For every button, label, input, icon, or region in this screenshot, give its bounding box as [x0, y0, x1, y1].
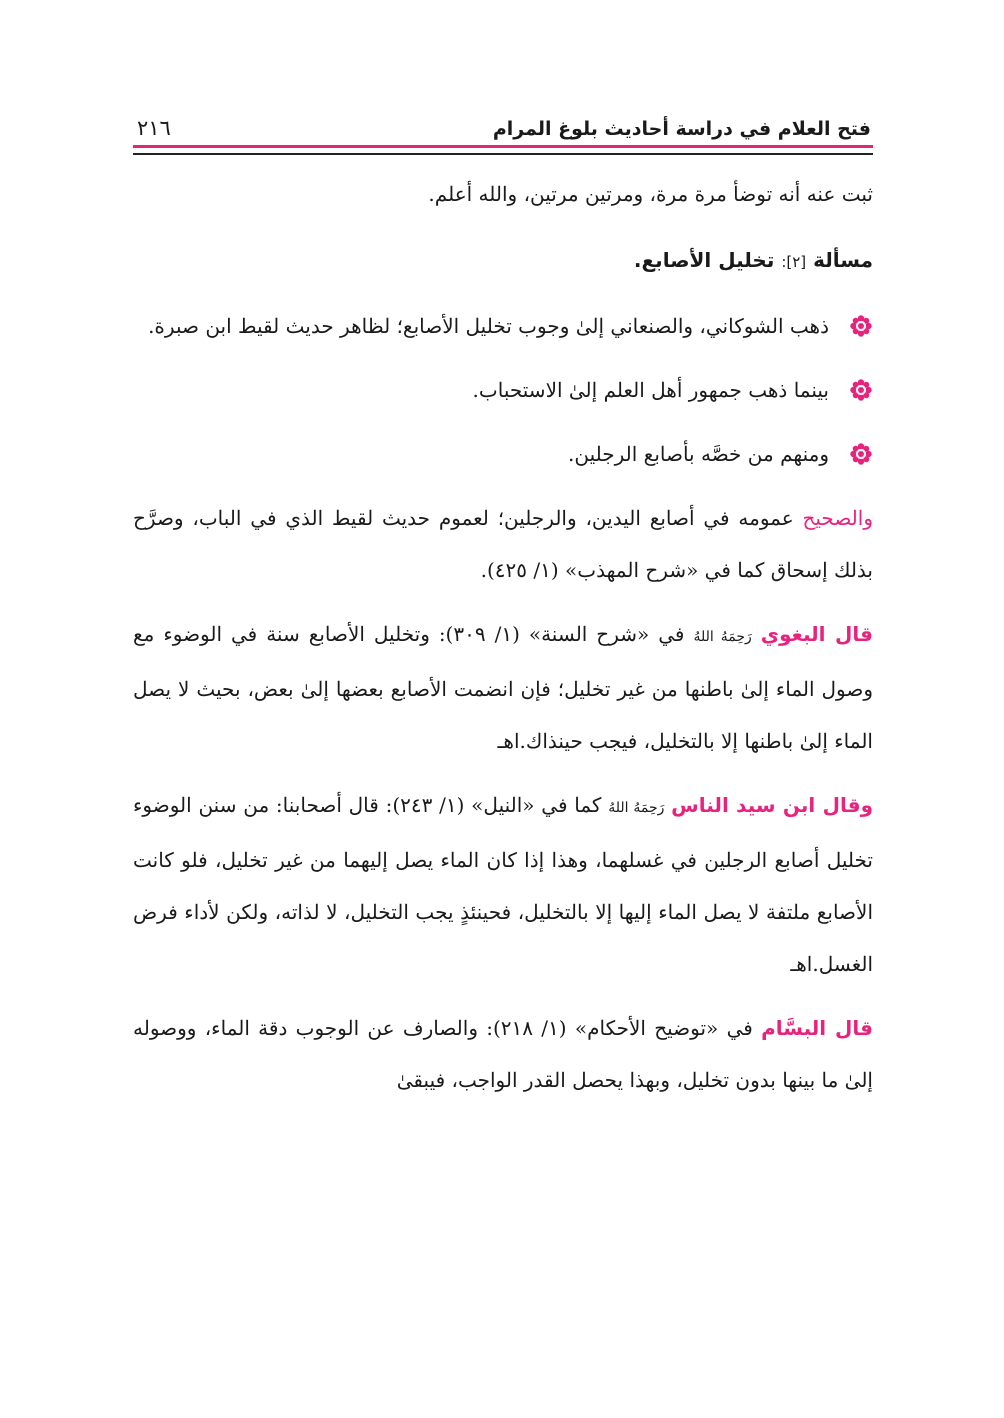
- heading-number: [٢]:: [781, 253, 807, 271]
- paragraph-lead: قال البغوي: [760, 622, 874, 646]
- paragraph: [133, 779, 873, 990]
- paragraph: [133, 492, 873, 596]
- book-page: [133, 0, 873, 1418]
- paragraph-text: في «توضيح الأحكام» (١/ ٢١٨): والصارف عن الوجوب دقة الماء، ووصوله إلىٰ ما بينها بدون تخليل، وبهذا يحصل القدر الواجب، فيبقىٰ: [133, 1016, 873, 1092]
- page-number: ٢١٦: [137, 116, 171, 140]
- header-rule-black: [133, 153, 873, 155]
- paragraph: [133, 608, 873, 767]
- honorific: رَحِمَهُ اللهُ: [608, 800, 665, 816]
- paragraph-text: عمومه في أصابع اليدين، والرجلين؛ لعموم حديث لقيط الذي في الباب، وصرَّح بذلك إسحاق كما في «شرح المهذب» (١/ ٤٢٥).: [133, 506, 873, 582]
- heading-label: مسألة: [813, 248, 873, 272]
- book-title: فتح العلام في دراسة أحاديث بلوغ المرام: [492, 118, 871, 140]
- header-rule-pink: [133, 145, 873, 148]
- paragraph-lead: والصحيح: [802, 506, 873, 530]
- honorific: رَحِمَهُ اللهُ: [693, 629, 752, 645]
- paragraph-lead: وقال ابن سيد الناس: [671, 793, 874, 817]
- paragraph-lead: قال البسَّام: [761, 1016, 873, 1040]
- issue-heading: [133, 234, 873, 288]
- heading-text: تخليل الأصابع.: [633, 248, 775, 272]
- flower-ornament-icon: [849, 442, 873, 466]
- flower-ornament-icon: [849, 314, 873, 338]
- running-header: [133, 112, 873, 148]
- paragraph-text: كما في «النيل» (١/ ٢٤٣): قال أصحابنا: من سنن الوضوء تخليل أصابع الرجلين في غسلهما، وهذا إذا كان الماء يصل إليهما من غير تخليل، فلو كانت الأصابع ملتفة لا يصل الماء إليها إلا بالتخليل، فحينئذٍ يجب التخليل، لا لذاته، ولكن لأداء فرض الغسل.اهـ: [133, 793, 873, 976]
- intro-line: ثبت عنه أنه توضأ مرة مرة، ومرتين مرتين، والله أعلم.: [428, 182, 873, 206]
- bullet-item: [133, 364, 873, 416]
- bullet-text: ذهب الشوكاني، والصنعاني إلىٰ وجوب تخليل الأصابع؛ لظاهر حديث لقيط ابن صبرة.: [148, 314, 829, 338]
- page-body: [133, 168, 873, 1106]
- flower-ornament-icon: [849, 378, 873, 402]
- bullet-text: بينما ذهب جمهور أهل العلم إلىٰ الاستحباب.: [472, 378, 829, 402]
- bullet-item: [133, 300, 873, 352]
- bullet-text: ومنهم من خصَّه بأصابع الرجلين.: [568, 442, 829, 466]
- paragraph-text: في «شرح السنة» (١/ ٣٠٩): وتخليل الأصابع سنة في الوضوء مع وصول الماء إلىٰ باطنها من غير تخليل؛ فإن انضمت الأصابع بعضها إلىٰ بعض، بحيث لا يصل الماء إلىٰ باطنها إلا بالتخليل، فيجب حينذاك.اهـ: [133, 622, 873, 753]
- bullet-item: [133, 428, 873, 480]
- paragraph: [133, 1002, 873, 1106]
